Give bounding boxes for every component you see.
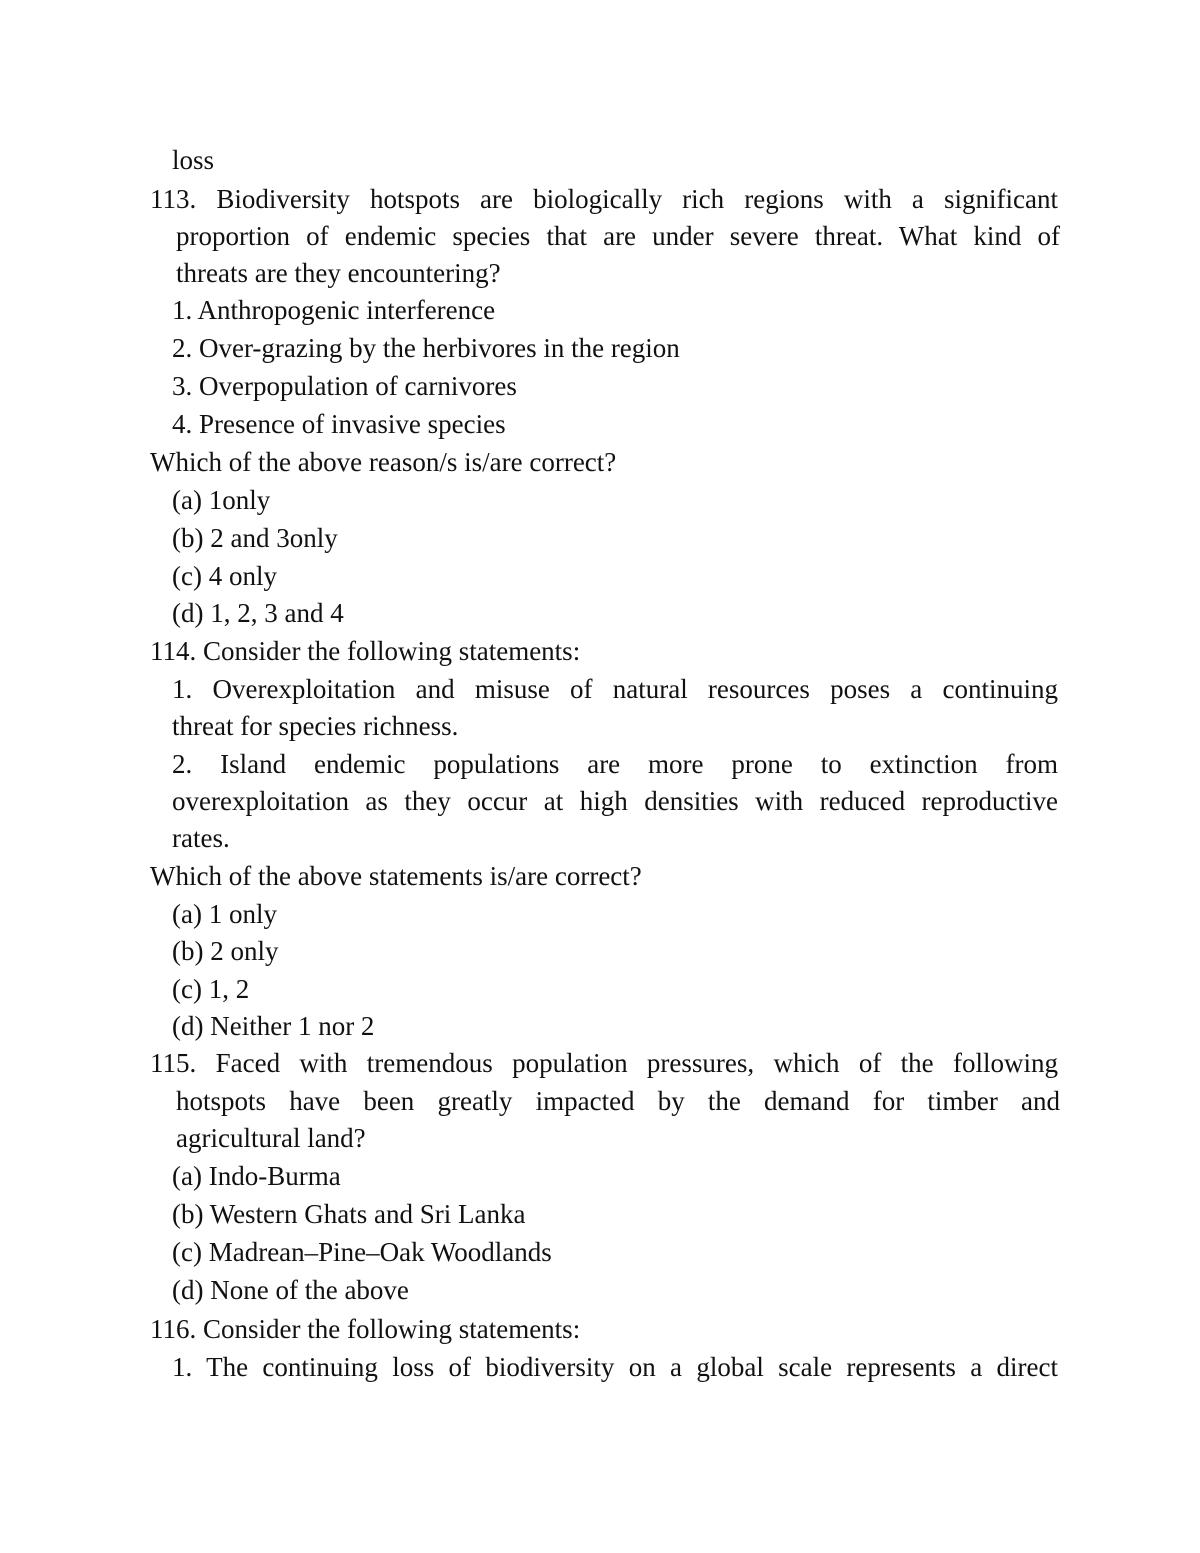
question-113-option-b: (b) 2 and 3only [172,523,338,553]
question-115-stem: 115. Faced with tremendous population pressures, which of the following [150,1048,1058,1078]
question-114-statement: threat for species richness. [172,711,459,741]
question-115-option-c: (c) Madrean–Pine–Oak Woodlands [172,1237,552,1267]
question-115-option-d: (d) None of the above [172,1275,409,1305]
question-113-option-d: (d) 1, 2, 3 and 4 [172,598,344,628]
continued-text: loss [172,145,215,175]
question-115-option-a: (a) Indo-Burma [172,1161,341,1191]
question-113-stem: proportion of endemic species that are under severe threat. What kind of [176,221,1060,251]
question-113-stem: 113. Biodiversity hotspots are biologically rich regions with a significant [150,184,1058,214]
question-113-statement: 4. Presence of invasive species [172,409,506,439]
question-116-stem: 116. Consider the following statements: [150,1314,581,1344]
question-114-statement: 2. Island endemic populations are more prone to extinction from [172,749,1058,779]
question-114-option-c: (c) 1, 2 [172,974,250,1004]
question-115-option-b: (b) Western Ghats and Sri Lanka [172,1199,526,1229]
question-114-statement: overexploitation as they occur at high densities with reduced reproductive [172,786,1058,816]
question-113-stem: threats are they encountering? [176,258,501,288]
question-115-stem: hotspots have been greatly impacted by the demand for timber and [176,1086,1060,1116]
question-114-stem: 114. Consider the following statements: [150,636,581,666]
question-114-statement: 1. Overexploitation and misuse of natural resources poses a continuing [172,674,1058,704]
question-113-statement: 1. Anthropogenic interference [172,295,496,325]
question-114-option-b: (b) 2 only [172,936,279,966]
question-114-statement: rates. [172,823,230,853]
question-114-prompt: Which of the above statements is/are correct? [150,861,642,891]
question-116-statement: 1. The continuing loss of biodiversity on a global scale represents a direct [172,1352,1058,1382]
question-115-stem: agricultural land? [176,1123,366,1153]
question-113-option-a: (a) 1only [172,485,271,515]
question-114-option-d: (d) Neither 1 nor 2 [172,1011,375,1041]
question-114-option-a: (a) 1 only [172,899,277,929]
question-113-statement: 2. Over-grazing by the herbivores in the region [172,333,680,363]
question-113-statement: 3. Overpopulation of carnivores [172,371,517,401]
question-113-prompt: Which of the above reason/s is/are correct? [150,447,617,477]
question-113-option-c: (c) 4 only [172,561,277,591]
